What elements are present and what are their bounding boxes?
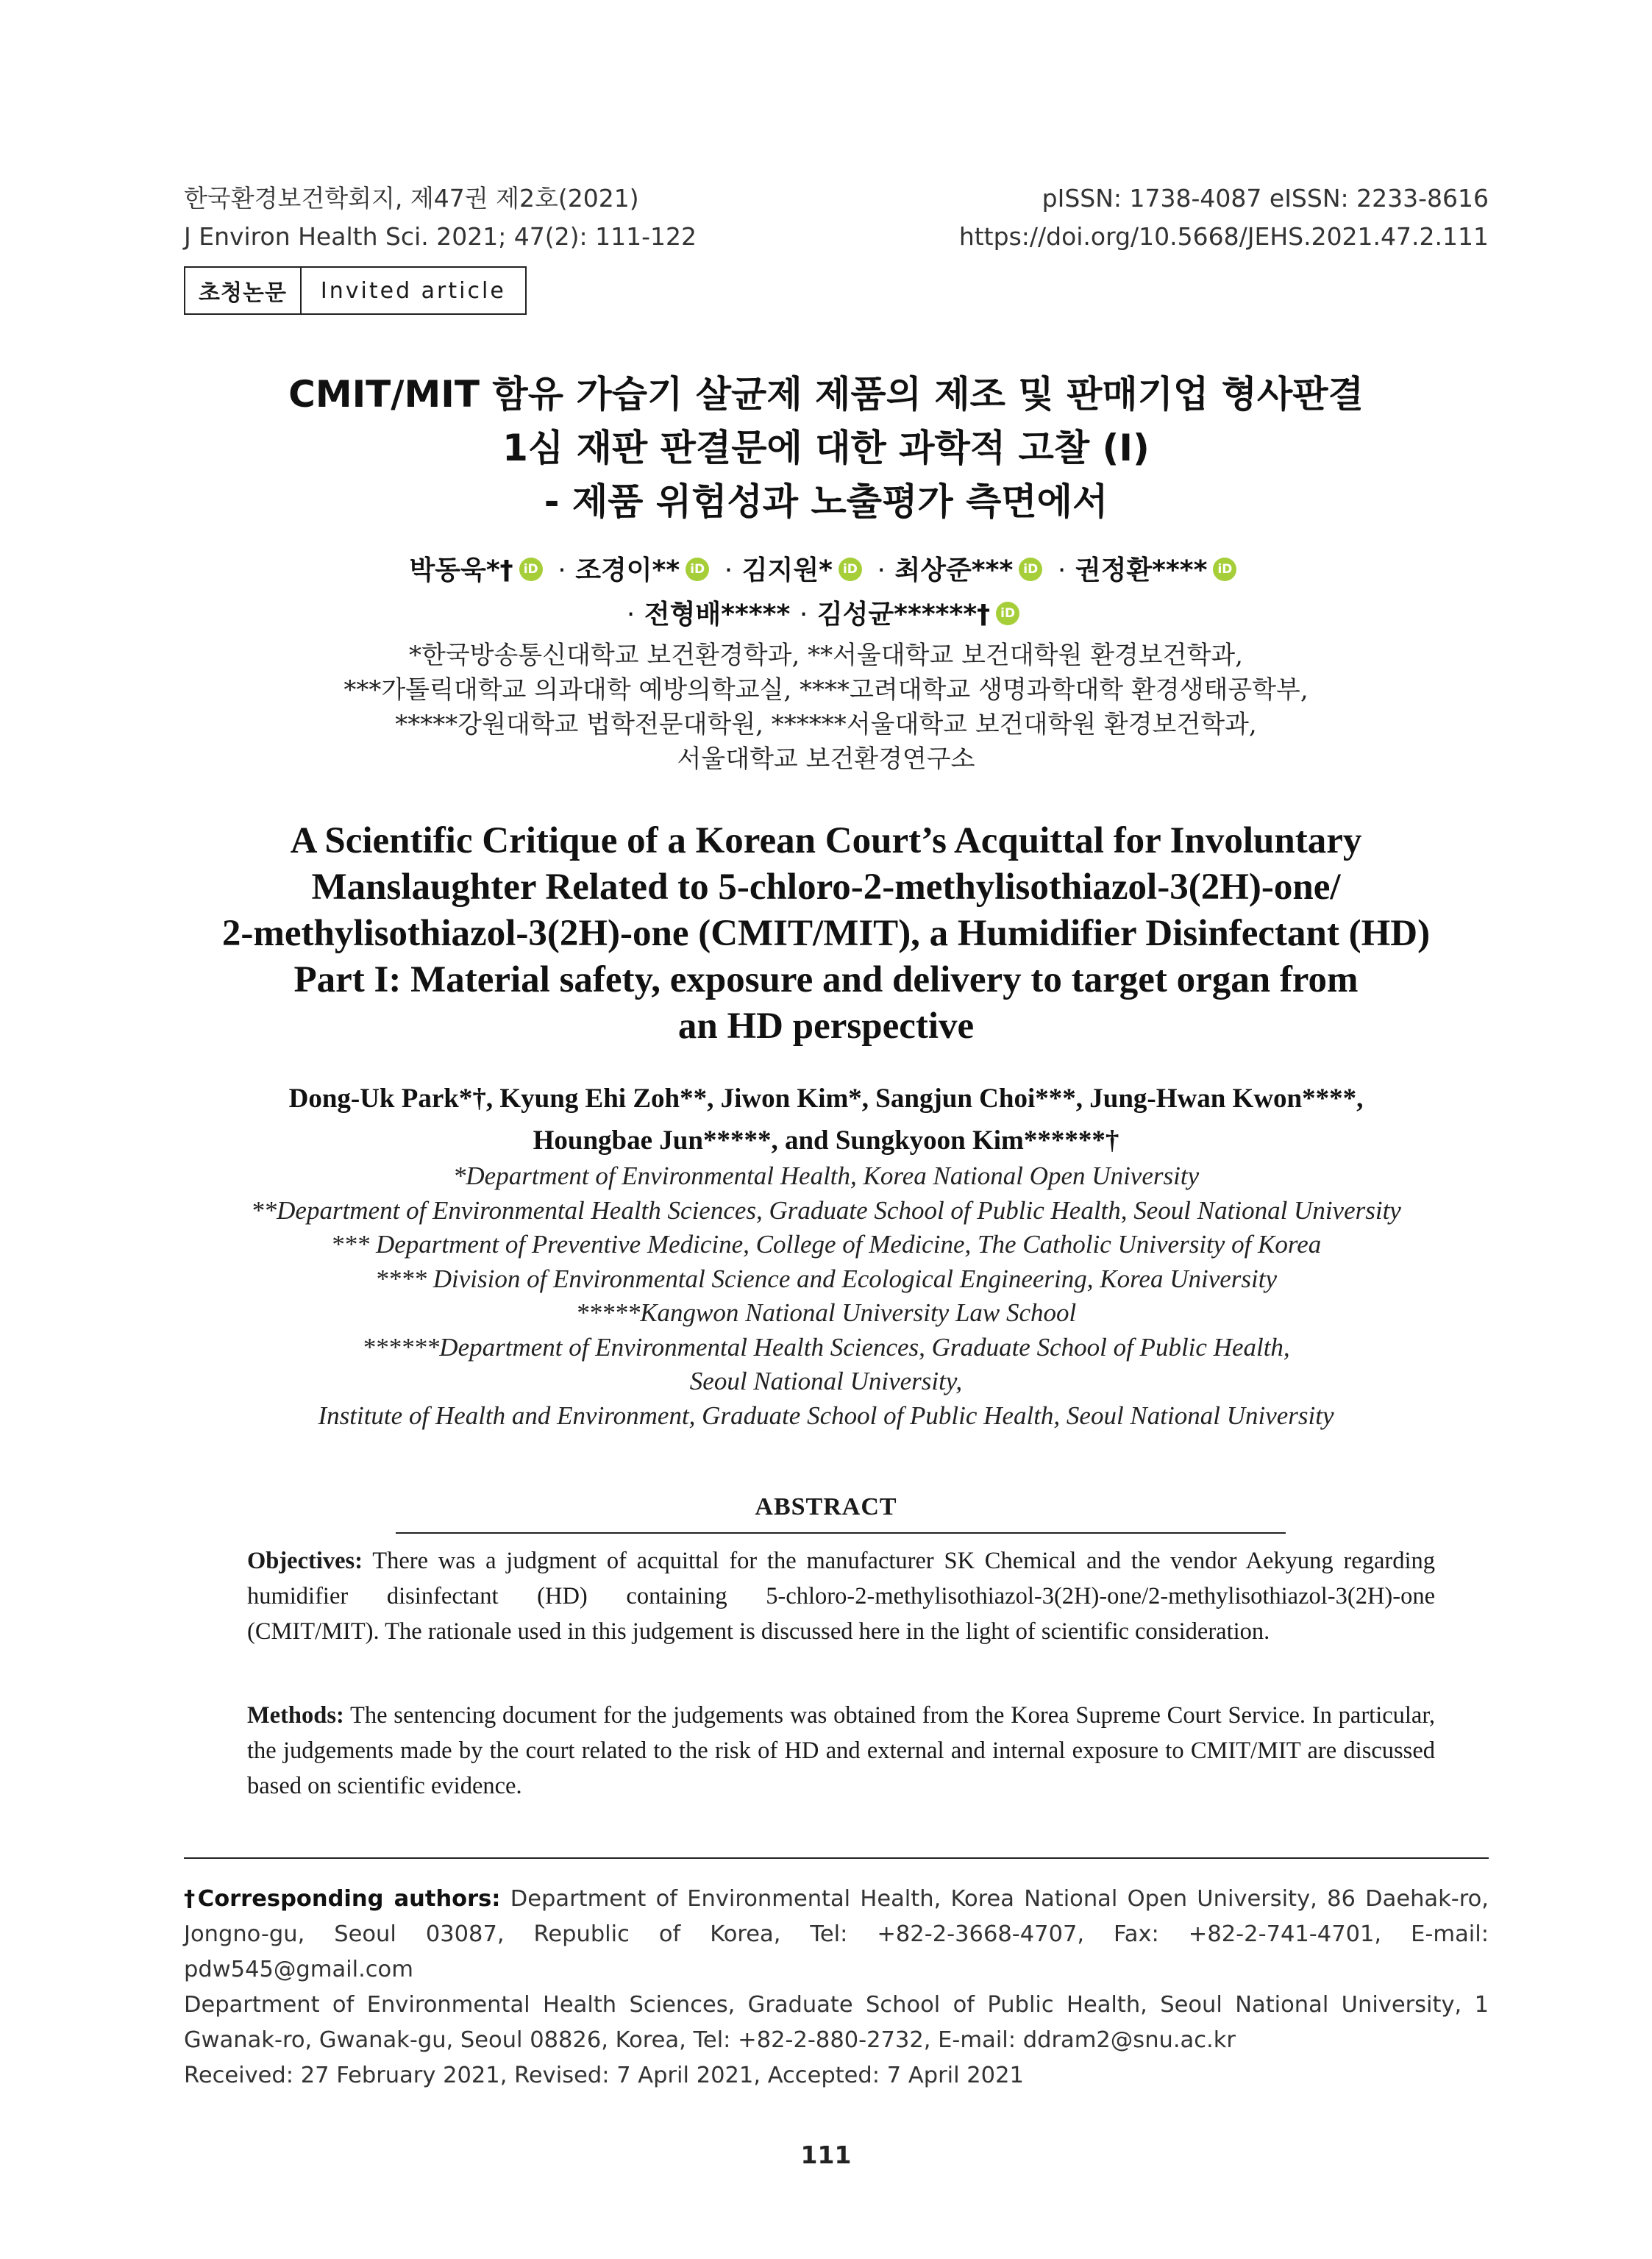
corresponding-author-note — [184, 1882, 1489, 1988]
abstract-objectives — [247, 1543, 1435, 1649]
affiliation-en-line: *****Kangwon National University Law School — [575, 1298, 1077, 1327]
issn: pISSN: 1738-4087 eISSN: 2233-8616 — [1042, 184, 1489, 213]
authors-english — [147, 1078, 1505, 1161]
orcid-icon[interactable]: iD — [686, 558, 709, 581]
affiliation-ko-line: 서울대학교 보건환경연구소 — [677, 744, 975, 774]
abstract-heading: ABSTRACT — [755, 1493, 897, 1520]
author-ko: 김성균******† — [816, 600, 991, 630]
affiliation-en-line: ******Department of Environmental Health Sciences, Graduate School of Public Health, — [362, 1332, 1290, 1362]
author-ko: 조경이** — [575, 555, 680, 586]
author-ko: 박동욱*† — [409, 555, 513, 586]
title-en-line: 2-methylisothiazol-3(2H)-one (CMIT/MIT), a Humidifier Disinfectant (HD) — [221, 913, 1431, 954]
title-ko-line: 1심 재판 판결문에 대한 과학적 고찰 (I) — [502, 427, 1150, 469]
affiliations-korean — [147, 638, 1505, 777]
affiliation-en-line: *Department of Environmental Health, Korea National Open University — [452, 1161, 1200, 1190]
methods-label: Methods: — [247, 1702, 344, 1729]
author-ko: 김지원* — [741, 555, 833, 586]
corresponding-label: †Corresponding authors: — [184, 1886, 501, 1912]
submission-dates: Received: 27 February 2021, Revised: 7 April 2021, Accepted: 7 April 2021 — [184, 2063, 1024, 2088]
title-en-line: Manslaughter Related to 5-chloro-2-methylisothiazol-3(2H)-one/ — [311, 867, 1341, 908]
author-ko: 권정환**** — [1075, 555, 1208, 586]
orcid-icon[interactable]: iD — [519, 558, 543, 581]
authors-korean — [147, 549, 1505, 637]
orcid-icon[interactable]: iD — [1019, 558, 1042, 581]
title-ko-line: - 제품 위험성과 노출평가 측면에서 — [544, 480, 1108, 523]
author-ko: 최상준*** — [894, 555, 1014, 586]
objectives-text: There was a judgment of acquittal for the manufacturer SK Chemical and the vendor Aekyung regarding humidifier disinfectant (HD) containing 5-chloro-2-methylisothiazol-3(2H)-one/2-methylisothiazol-3(2H)-one (CMIT/MIT). The rationale used in this judgement is discussed here in the light of scientific consideration. — [247, 1548, 1435, 1645]
separator: · — [877, 555, 886, 586]
article-type-en: Invited article — [320, 277, 506, 304]
journal-identifiers — [959, 179, 1489, 256]
affiliation-en-line: **** Division of Environmental Science and Ecological Engineering, Korea University — [374, 1264, 1278, 1293]
article-type-ko: 초청논문 — [185, 268, 302, 313]
title-en-line: an HD perspective — [677, 1006, 975, 1047]
separator: · — [1057, 555, 1067, 586]
affiliation-en-line: **Department of Environmental Health Sciences, Graduate School of Public Health, Seoul National University — [251, 1195, 1401, 1225]
authors-ko-line-2 — [147, 593, 1505, 637]
second-address: Department of Environmental Health Sciences, Graduate School of Public Health, Seoul National University, 1 Gwanak-ro, Gwanak-gu, Seoul 08826, Korea, Tel: +82-2-880-2732, E-mail: ddram2@snu.ac.kr — [184, 1992, 1489, 2053]
article-type-badge — [184, 266, 527, 315]
abstract-rule — [396, 1532, 1286, 1534]
title-korean — [147, 368, 1505, 529]
separator: · — [558, 555, 566, 586]
title-ko-line: CMIT/MIT 함유 가습기 살균제 제품의 제조 및 판매기업 형사판결 — [288, 373, 1364, 416]
methods-text: The sentencing document for the judgements was obtained from the Korea Supreme Court Service. In particular, the judgements made by the court related to the risk of HD and external and internal exposure to CMIT/MIT are discussed based on scientific evidence. — [247, 1702, 1436, 1799]
author-ko: 전형배***** — [644, 600, 791, 630]
title-en-line: A Scientific Critique of a Korean Court’s Acquittal for Involuntary — [290, 820, 1362, 861]
journal-citation — [184, 179, 697, 256]
orcid-icon[interactable]: iD — [1213, 558, 1236, 581]
affiliation-en-line: *** Department of Preventive Medicine, College of Medicine, The Catholic University of Korea — [330, 1230, 1322, 1259]
page-number: 111 — [800, 2141, 852, 2169]
journal-name-en: J Environ Health Sci. 2021; 47(2): 111-122 — [184, 222, 697, 251]
title-english — [147, 818, 1505, 1050]
affiliation-en-line: Seoul National University, — [689, 1367, 963, 1395]
authors-en-line: Dong-Uk Park*†, Kyung Ehi Zoh**, Jiwon Kim*, Sangjun Choi***, Jung-Hwan Kwon****, — [288, 1084, 1364, 1114]
affiliations-english — [147, 1159, 1505, 1433]
doi-link[interactable]: https://doi.org/10.5668/JEHS.2021.47.2.111 — [958, 222, 1489, 251]
abstract-methods — [247, 1698, 1435, 1804]
journal-name-ko: 한국환경보건학회지, 제47권 제2호(2021) — [184, 184, 639, 213]
orcid-icon[interactable]: iD — [996, 602, 1019, 625]
separator: · — [626, 600, 635, 630]
affiliation-ko-line: ***가톨릭대학교 의과대학 예방의학교실, ****고려대학교 생명과학대학 환경생태공학부, — [343, 675, 1309, 705]
affiliation-ko-line: *한국방송통신대학교 보건환경학과, **서울대학교 보건대학원 환경보건학과, — [408, 641, 1243, 670]
footnote-rule — [184, 1857, 1489, 1859]
orcid-icon[interactable]: iD — [839, 558, 862, 581]
separator: · — [724, 555, 733, 586]
corresponding-text: Department of Environmental Health, Korea National Open University, 86 Daehak-ro, Jongno-gu, Seoul 03087, Republic of Korea, Tel: +82-2-3668-4707, Fax: +82-2-741-4701, E-mail: pdw545@gmail.com — [184, 1886, 1489, 1982]
affiliation-en-line: Institute of Health and Environment, Graduate School of Public Health, Seoul National University — [318, 1401, 1334, 1430]
affiliation-ko-line: *****강원대학교 법학전문대학원, ******서울대학교 보건대학원 환경보건학과, — [395, 710, 1257, 739]
authors-ko-line-1 — [147, 549, 1505, 593]
objectives-label: Objectives: — [247, 1548, 363, 1574]
separator: · — [799, 600, 808, 630]
title-en-line: Part I: Material safety, exposure and delivery to target organ from — [293, 959, 1359, 1000]
authors-en-line: Houngbae Jun*****, and Sungkyoon Kim******† — [533, 1125, 1119, 1156]
